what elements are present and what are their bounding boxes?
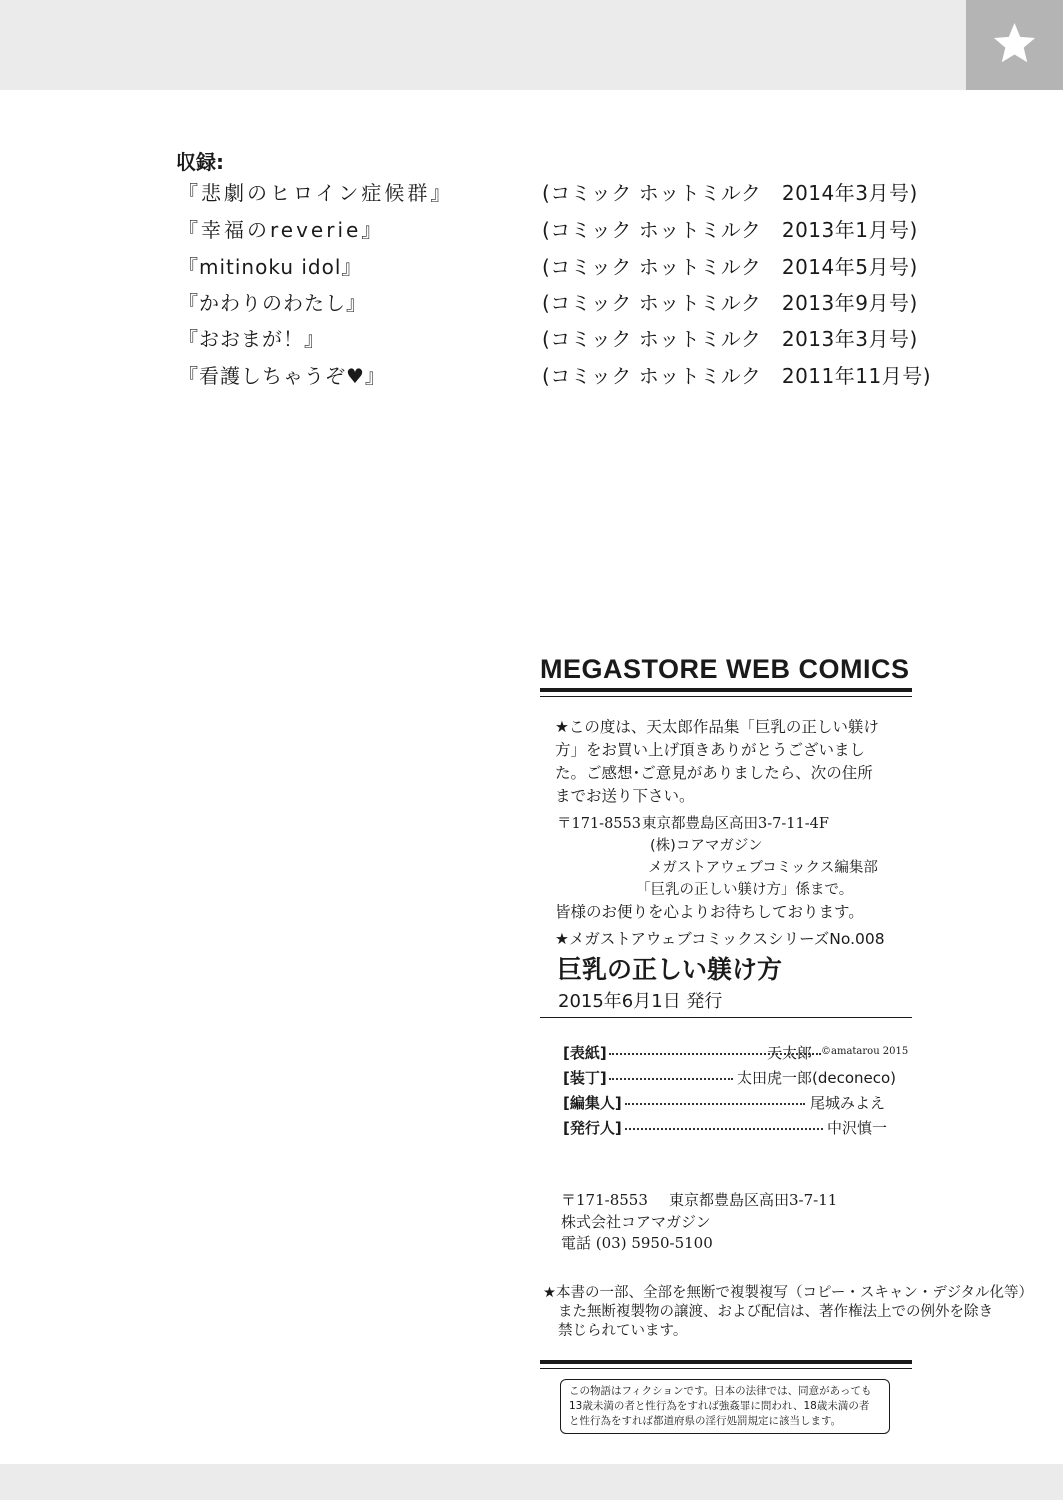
disclaimer-line: 13歳未満の者と性行為をすれば強姦罪に問われ、18歳未満の者 xyxy=(569,1400,870,1412)
thanks-line: ★この度は、天太郎作品集「巨乳の正しい躾け xyxy=(555,718,879,736)
publisher-address: 東京都豊島区高田3-7-11 xyxy=(669,1191,838,1209)
credit-role: [編集人] xyxy=(563,1094,622,1112)
mail-attention: 「巨乳の正しい躾け方」係まで。 xyxy=(636,882,854,898)
credit-row xyxy=(563,1092,893,1114)
toc-entry xyxy=(178,251,958,281)
toc-entry-title: 『おおまが！』 xyxy=(178,327,325,351)
dot-leader xyxy=(609,1078,733,1080)
divider xyxy=(540,1360,912,1364)
credit-name: 太田虎一郎(deconeco) xyxy=(737,1069,897,1087)
divider xyxy=(540,1368,912,1369)
notice-line: 禁じられています。 xyxy=(558,1323,688,1339)
thanks-line: までお送り下さい。 xyxy=(555,787,695,805)
copyright-note: ©amatarou 2015 xyxy=(821,1046,909,1057)
toc-entry xyxy=(178,214,958,244)
fiction-disclaimer-box xyxy=(560,1379,890,1434)
toc-entry xyxy=(178,323,958,353)
toc-entry-title: 『mitinoku idol』 xyxy=(178,255,363,279)
mail-address: 東京都豊島区高田3-7-11-4F xyxy=(642,816,829,832)
toc-entry-source: (コミック ホットミルク 2011年11月号) xyxy=(542,364,932,388)
toc-entry-source: (コミック ホットミルク 2013年9月号) xyxy=(542,291,918,315)
toc-entry xyxy=(178,360,958,390)
mail-postal-code: 〒171-8553 xyxy=(557,816,641,832)
star-icon xyxy=(991,20,1038,67)
credit-row xyxy=(563,1117,893,1139)
mail-company: (株)コアマガジン xyxy=(650,838,763,854)
notice-line: ★本書の一部、全部を無断で複製複写（コピー・スキャン・デジタル化等） xyxy=(543,1285,1034,1301)
bottom-band xyxy=(0,1464,1063,1500)
credit-row xyxy=(563,1042,909,1064)
disclaimer-line: この物語はフィクションです。日本の法律では、同意があっても xyxy=(569,1385,872,1397)
disclaimer-line: と性行為をすれば都道府県の淫行処罰規定に該当します。 xyxy=(569,1415,842,1427)
toc-entry xyxy=(178,177,958,207)
book-title: 巨乳の正しい躾け方 xyxy=(557,955,783,984)
mail-department: メガストアウェブコミックス編集部 xyxy=(648,860,878,876)
credit-name: 中沢慎一 xyxy=(827,1119,888,1137)
divider xyxy=(540,1017,912,1018)
publisher-name: 株式会社コアマガジン xyxy=(561,1213,711,1231)
dot-leader xyxy=(625,1103,805,1105)
brand-title: MEGASTORE WEB COMICS xyxy=(540,654,910,684)
thanks-line: た。ご感想･ご意見がありましたら、次の住所 xyxy=(555,764,873,782)
toc-entry-title: 『悲劇のヒロイン症候群』 xyxy=(178,181,454,205)
corner-tab xyxy=(966,0,1063,90)
credit-role: [発行人] xyxy=(563,1119,622,1137)
toc-heading: 収録: xyxy=(176,150,224,174)
credit-name: 天太郎 xyxy=(767,1044,813,1062)
credit-row xyxy=(563,1067,897,1089)
credit-name: 尾城みよえ xyxy=(810,1094,886,1112)
toc-entry-source: (コミック ホットミルク 2014年5月号) xyxy=(542,255,918,279)
toc-entry-source: (コミック ホットミルク 2014年3月号) xyxy=(542,181,918,205)
copyright-notice xyxy=(543,1284,1033,1341)
toc-entry-title: 『看護しちゃうぞ♥』 xyxy=(178,364,386,388)
toc-entry-source: (コミック ホットミルク 2013年3月号) xyxy=(542,327,918,351)
credit-role: [表紙] xyxy=(563,1044,607,1062)
credit-role: [装丁] xyxy=(563,1069,607,1087)
toc-entry-source: (コミック ホットミルク 2013年1月号) xyxy=(542,218,918,242)
divider xyxy=(540,696,912,697)
publisher-postal-code: 〒171-8553 xyxy=(561,1191,648,1209)
notice-line: また無断複製物の譲渡、および配信は、著作権法上での例外を除き xyxy=(558,1304,993,1320)
publication-date: 2015年6月1日 発行 xyxy=(558,991,723,1012)
thanks-line: 方」をお買い上げ頂きありがとうございまし xyxy=(555,741,866,759)
toc-entry xyxy=(178,287,958,317)
toc-entry-title: 『かわりのわたし』 xyxy=(178,291,367,315)
series-label: ★メガストアウェブコミックスシリーズNo.008 xyxy=(555,930,885,948)
top-band xyxy=(0,0,1063,90)
divider xyxy=(540,688,912,692)
publisher-phone: 電話 (03) 5950-5100 xyxy=(561,1234,713,1252)
dot-leader xyxy=(625,1128,823,1130)
closing-text: 皆様のお便りを心よりお待ちしております。 xyxy=(555,903,864,921)
toc-entry-title: 『幸福のreverie』 xyxy=(178,218,385,242)
